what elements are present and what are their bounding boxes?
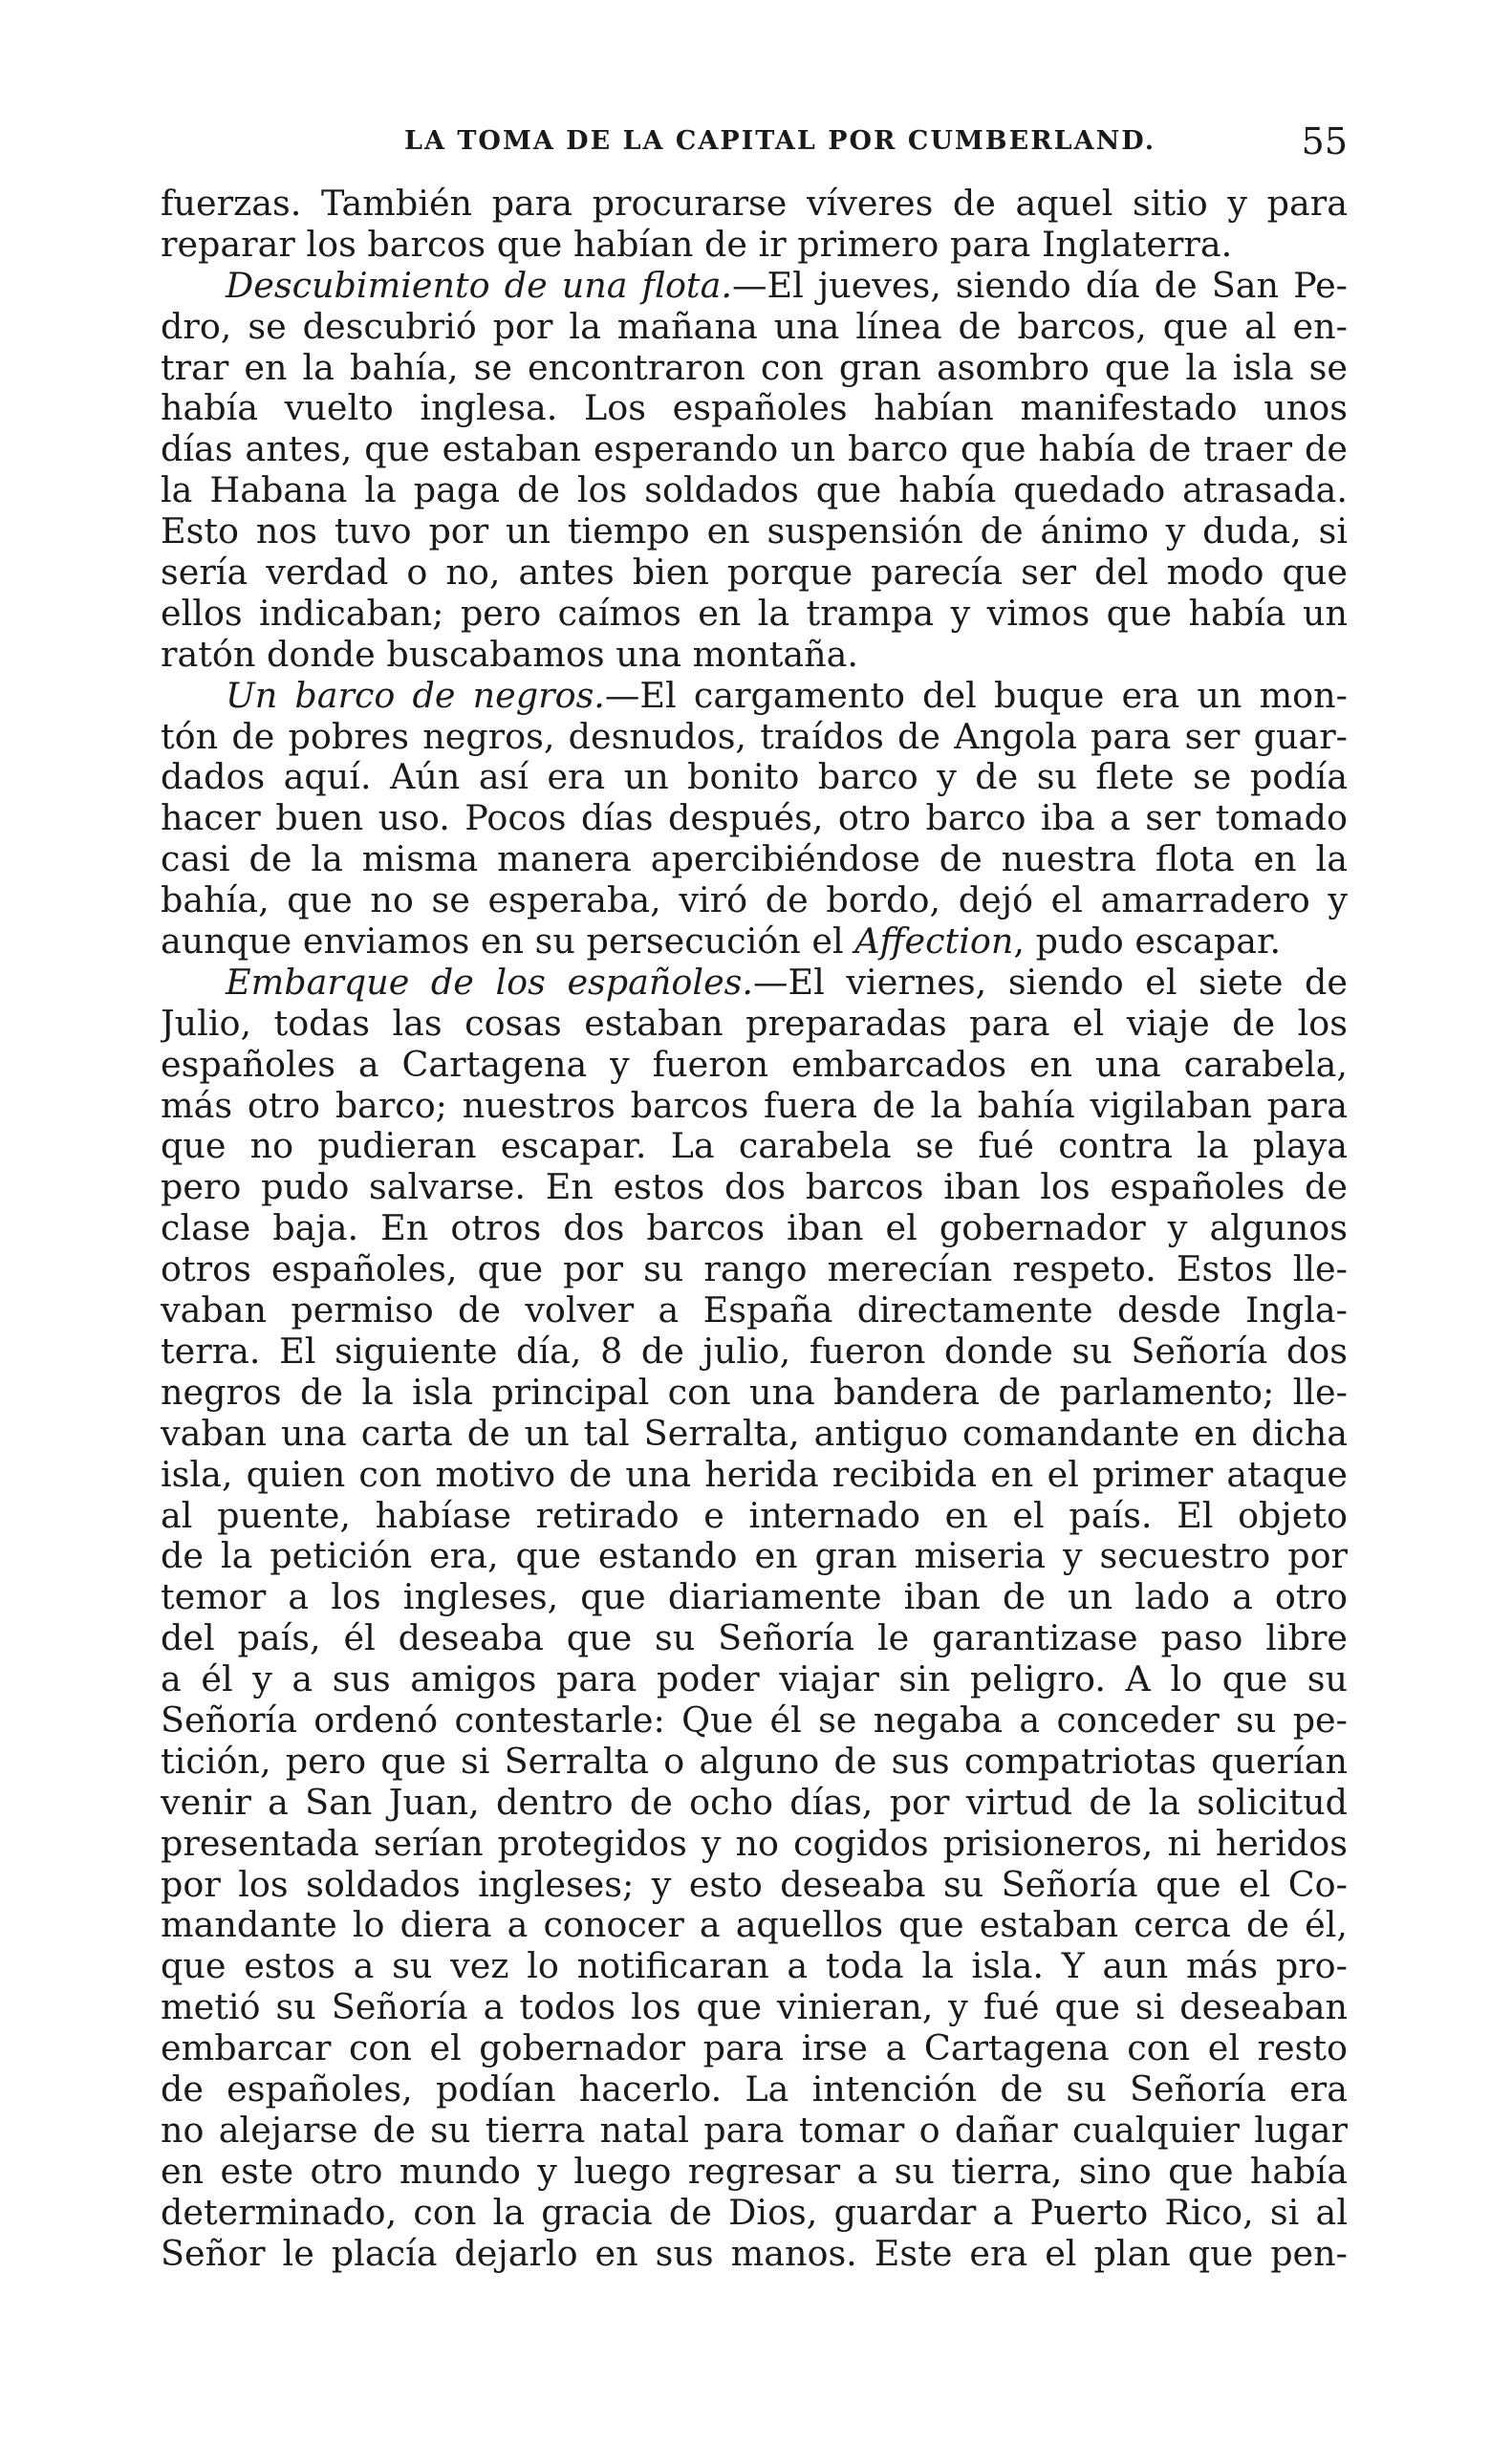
line-text: otros españoles, que por su rango merecían respeto. Estos lle- (161, 1249, 1348, 1290)
line-text: terra. El siguiente día, 8 de julio, fueron donde su Señoría dos (161, 1331, 1348, 1372)
line-text: dro, se descubrió por la mañana una línea de barcos, que al en- (161, 306, 1348, 347)
section-title: Un barco de negros. (226, 675, 605, 716)
text-line (161, 1905, 1348, 1946)
book-page (161, 105, 1348, 2274)
text-line (161, 2028, 1348, 2069)
ship-name: Affection (854, 921, 1014, 963)
text-line (161, 388, 1348, 429)
text-line (161, 1208, 1348, 1249)
text-line (161, 184, 1348, 225)
text-line (161, 1742, 1348, 1783)
text-line (161, 429, 1348, 470)
line-text: mandante lo diera a conocer a aquellos que estaban cerca de él, (161, 1905, 1348, 1946)
text-line (161, 757, 1348, 798)
text-line (161, 798, 1348, 839)
line-text: trar en la bahía, se encontraron con gran asombro que la isla se (161, 347, 1348, 388)
text-line (161, 2152, 1348, 2193)
section-heading-line (161, 676, 1348, 717)
text-line (161, 552, 1348, 594)
line-text: tición, pero que si Serralta o alguno de sus compatriotas querían (161, 1741, 1348, 1782)
line-text: que no pudieran escapar. La carabela se fué contra la playa (161, 1126, 1348, 1167)
text-line (161, 1577, 1348, 1618)
text-line (161, 511, 1348, 552)
text-line (161, 717, 1348, 758)
text-line (161, 1167, 1348, 1208)
body-text (161, 184, 1348, 2274)
section-heading-line (161, 266, 1348, 307)
line-text: Señor le placía dejarlo en sus manos. Este era el plan que pen- (161, 2233, 1348, 2274)
line-text: ellos indicaban; pero caímos en la trampa y vimos que había un (161, 593, 1348, 634)
text-line (161, 1496, 1348, 1537)
line-text: por los soldados ingleses; y esto deseaba su Señoría que el Co- (161, 1864, 1348, 1905)
line-text: negros de la isla principal con una bandera de parlamento; lle- (161, 1372, 1348, 1413)
line-text: Esto nos tuvo por un tiempo en suspensión de ánimo y duda, si (161, 511, 1348, 552)
text-line (161, 1700, 1348, 1742)
line-text: embarcar con el gobernador para irse a Cartagena con el resto (161, 2028, 1348, 2069)
line-text: Señoría ordenó contestarle: Que él se negaba a conceder su pe- (161, 1699, 1348, 1741)
line-text: hacer buen uso. Pocos días después, otro barco iba a ser tomado (161, 798, 1348, 839)
text-line (161, 2234, 1348, 2275)
text-line (161, 2110, 1348, 2152)
text-line (161, 1045, 1348, 1086)
line-text: casi de la misma manera apercibiéndose de nuestra flota en la (161, 839, 1348, 880)
line-text: vaban permiso de volver a España directamente desde Ingla- (161, 1290, 1348, 1331)
line-text: Julio, todas las cosas estaban preparadas para el viaje de los (161, 1003, 1348, 1044)
text-line (161, 307, 1348, 348)
line-text: metió su Señoría a todos los que vinieran, y fué que si deseaban (161, 1987, 1348, 2028)
line-text: ratón donde buscabamos una montaña. (161, 634, 858, 675)
text-line (161, 1249, 1348, 1290)
text-line (161, 1536, 1348, 1577)
text-line (161, 1865, 1348, 1906)
text-line (161, 1414, 1348, 1455)
section-title: Descubimiento de una flota. (226, 265, 732, 306)
text-line (161, 1987, 1348, 2028)
line-text: más otro barco; nuestros barcos fuera de la bahía vigilaban para (161, 1085, 1348, 1126)
text-line (161, 1331, 1348, 1373)
line-text-tail: , pudo escapar. (1013, 921, 1282, 963)
text-line (161, 1086, 1348, 1127)
text-line (161, 1126, 1348, 1167)
text-line (161, 839, 1348, 880)
text-line (161, 1455, 1348, 1496)
text-line (161, 594, 1348, 635)
text-line (161, 348, 1348, 389)
text-line (161, 1659, 1348, 1700)
line-text: la Habana la paga de los soldados que había quedado atrasada. (161, 470, 1348, 511)
line-text: tón de pobres negros, desnudos, traídos de Angola para ser guar- (161, 716, 1348, 757)
running-title: LA TOMA DE LA CAPITAL POR CUMBERLAND. (404, 126, 1156, 156)
line-text: españoles a Cartagena y fueron embarcados en una carabela, (161, 1044, 1348, 1085)
page-header (161, 105, 1348, 168)
text-line (161, 1290, 1348, 1331)
line-text: clase baja. En otros dos barcos iban el gobernador y algunos (161, 1208, 1348, 1249)
line-text: —El jueves, siendo día de San Pe- (731, 265, 1348, 306)
line-text: había vuelto inglesa. Los españoles habían manifestado unos (161, 388, 1348, 429)
line-text: de españoles, podían hacerlo. La intención de su Señoría era (161, 2068, 1348, 2110)
line-text: sería verdad o no, antes bien porque parecía ser del modo que (161, 552, 1348, 594)
text-line (161, 1373, 1348, 1414)
line-text: que estos a su vez lo notificaran a toda la isla. Y aun más pro- (161, 1946, 1348, 1987)
line-text: a él y a sus amigos para poder viajar sin peligro. A lo que su (161, 1659, 1348, 1700)
text-line (161, 470, 1348, 511)
line-text: presentada serían protegidos y no cogidos prisioneros, ni heridos (161, 1823, 1348, 1864)
line-text: del país, él deseaba que su Señoría le garantizase paso libre (161, 1618, 1348, 1659)
line-text: vaban una carta de un tal Serralta, antiguo comandante en dicha (161, 1413, 1348, 1454)
line-text: —El cargamento del buque era un mon- (604, 675, 1348, 716)
text-line (161, 2069, 1348, 2110)
text-line (161, 1618, 1348, 1659)
text-line (161, 1783, 1348, 1824)
line-text: venir a San Juan, dentro de ocho días, por virtud de la solicitud (161, 1782, 1348, 1823)
text-line (161, 225, 1348, 266)
line-text: pero pudo salvarse. En estos dos barcos iban los españoles de (161, 1167, 1348, 1208)
line-text: aunque enviamos en su persecución el (161, 921, 855, 963)
line-text: días antes, que estaban esperando un barco que había de traer de (161, 429, 1348, 470)
text-line (161, 2193, 1348, 2234)
text-line (161, 921, 1348, 963)
line-text: en este otro mundo y luego regresar a su tierra, sino que había (161, 2151, 1348, 2192)
line-text: isla, quien con motivo de una herida recibida en el primer ataque (161, 1454, 1348, 1495)
section-heading-line (161, 963, 1348, 1004)
text-line (161, 635, 1348, 676)
section-title: Embarque de los españoles. (226, 962, 754, 1003)
line-text: de la petición era, que estando en gran miseria y secuestro por (161, 1536, 1348, 1577)
text-line (161, 1946, 1348, 1987)
line-text: temor a los ingleses, que diariamente iban de un lado a otro (161, 1577, 1348, 1618)
line-text: fuerzas. También para procurarse víveres de aquel sitio y para (161, 184, 1348, 224)
text-line (161, 880, 1348, 921)
text-line (161, 1824, 1348, 1865)
line-text: no alejarse de su tierra natal para tomar o dañar cualquier lugar (161, 2110, 1348, 2151)
line-text: dados aquí. Aún así era un bonito barco y de su flete se podía (161, 757, 1348, 798)
page-number: 55 (1301, 120, 1348, 162)
line-text: reparar los barcos que habían de ir primero para Inglaterra. (161, 224, 1233, 265)
line-text: al puente, habíase retirado e internado en el país. El objeto (161, 1495, 1348, 1536)
line-text: —El viernes, siendo el siete de (753, 962, 1348, 1003)
text-line (161, 1004, 1348, 1045)
line-text: determinado, con la gracia de Dios, guardar a Puerto Rico, si al (161, 2192, 1348, 2233)
line-text: bahía, que no se esperaba, viró de bordo, dejó el amarradero y (161, 880, 1348, 921)
